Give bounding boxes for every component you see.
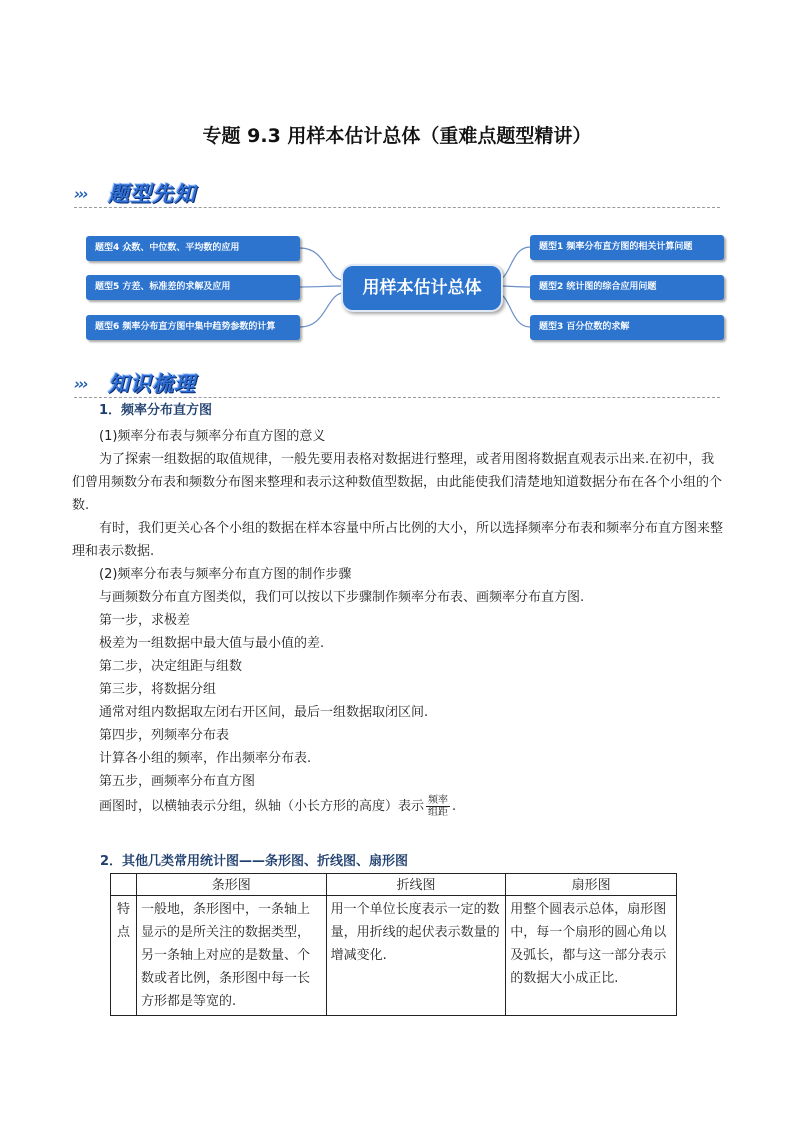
page-title: 专题 9.3 用样本估计总体（重难点题型精讲） — [202, 125, 592, 147]
table-cell: 一般地，条形图中，一条轴上显示的是所关注的数据类型，另一条轴上对应的是数量、个数或者比例，条形图中每一长方形都是等宽的. — [136, 896, 326, 1016]
connector-left-1 — [300, 248, 342, 280]
section-banner-question-types — [74, 178, 720, 208]
step-line: 计算各小组的频率，作出频率分布表. — [99, 751, 312, 766]
section-heading: 2．其他几类常用统计图——条形图、折线图、扇形图 — [100, 854, 409, 869]
subheading: (1)频率分布表与频率分布直方图的意义 — [99, 429, 326, 444]
banner-title: 题型先知 — [108, 182, 196, 206]
paragraph: 为了探索一组数据的取值规律，一般先要用表格对数据进行整理，或者用图将数据直观表示出来.在初中，我们曾用频数分布表和频数分布图来整理和表示这种数值型数据，由此能使我们清楚地知道数据分布在各个小组的个数. — [72, 452, 723, 513]
fraction — [426, 795, 450, 818]
table-row — [111, 896, 677, 1016]
step-line: 与画频数分布直方图类似，我们可以按以下步骤制作频率分布表、画频率分布直方图. — [99, 590, 585, 605]
fraction-numerator: 频率 — [428, 795, 449, 806]
table-header-cell: 条形图 — [136, 874, 326, 896]
subheading: (2)频率分布表与频率分布直方图的制作步骤 — [99, 567, 352, 582]
step-line: 第一步，求极差 — [99, 613, 191, 628]
dashed-divider — [74, 397, 720, 398]
table-header-row — [111, 874, 677, 896]
mind-map-node-right-1: 题型1 频率分布直方图的相关计算问题 — [530, 235, 724, 260]
fraction-denominator: 组距 — [428, 807, 449, 818]
table-cell: 用一个单位长度表示一定的数量，用折线的起伏表示数量的增减变化. — [326, 896, 506, 1016]
step-line: 第四步，列频率分布表 — [99, 728, 230, 743]
table-row-label: 特点 — [111, 896, 137, 1016]
table-header-cell: 扇形图 — [506, 874, 677, 896]
section-heading: 1．频率分布直方图 — [99, 403, 213, 418]
mind-map-node-right-3: 题型3 百分位数的求解 — [530, 315, 724, 340]
banner-title: 知识梳理 — [108, 372, 196, 396]
table-header-cell: 折线图 — [326, 874, 506, 896]
step-line-with-fraction — [72, 795, 724, 818]
triple-chevron-icon: ››› — [74, 375, 87, 393]
mind-map-node-left-2: 题型5 方差、标准差的求解及应用 — [86, 275, 300, 300]
dashed-divider — [74, 207, 720, 208]
step-line: 第三步，将数据分组 — [99, 682, 217, 697]
section-banner-knowledge — [74, 368, 720, 398]
connector-left-2 — [300, 286, 342, 287]
line-text: 画图时，以横轴表示分组，纵轴（小长方形的高度）表示 — [99, 799, 425, 814]
mind-map-center: 用样本估计总体 — [341, 264, 503, 312]
mind-map — [86, 228, 726, 344]
step-line: 第五步，画频率分布直方图 — [99, 774, 256, 789]
paragraph: 有时，我们更关心各个小组的数据在样本容量中所占比例的大小，所以选择频率分布表和频率分布直方图来整理和表示数据. — [72, 521, 724, 559]
chart-types-table — [110, 873, 677, 1016]
step-line: 极差为一组数据中最大值与最小值的差. — [99, 636, 325, 651]
mind-map-node-left-3: 题型6 频率分布直方图中集中趋势参数的计算 — [86, 315, 300, 340]
knowledge-content — [72, 400, 724, 818]
line-end: . — [452, 799, 457, 814]
connector-left-3 — [300, 293, 342, 327]
step-line: 第二步，决定组距与组数 — [99, 659, 243, 674]
table-corner-cell — [111, 874, 137, 896]
step-line: 通常对组内数据取左闭右开区间，最后一组数据取闭区间. — [99, 705, 429, 720]
triple-chevron-icon: ››› — [74, 185, 87, 203]
table-cell: 用整个圆表示总体，扇形图中，每一个扇形的圆心角以及弧长，都与这一部分表示的数据大小成正比. — [506, 896, 677, 1016]
mind-map-node-right-2: 题型2 统计图的综合应用问题 — [530, 275, 724, 300]
mind-map-node-left-1: 题型4 众数、中位数、平均数的应用 — [86, 236, 300, 261]
